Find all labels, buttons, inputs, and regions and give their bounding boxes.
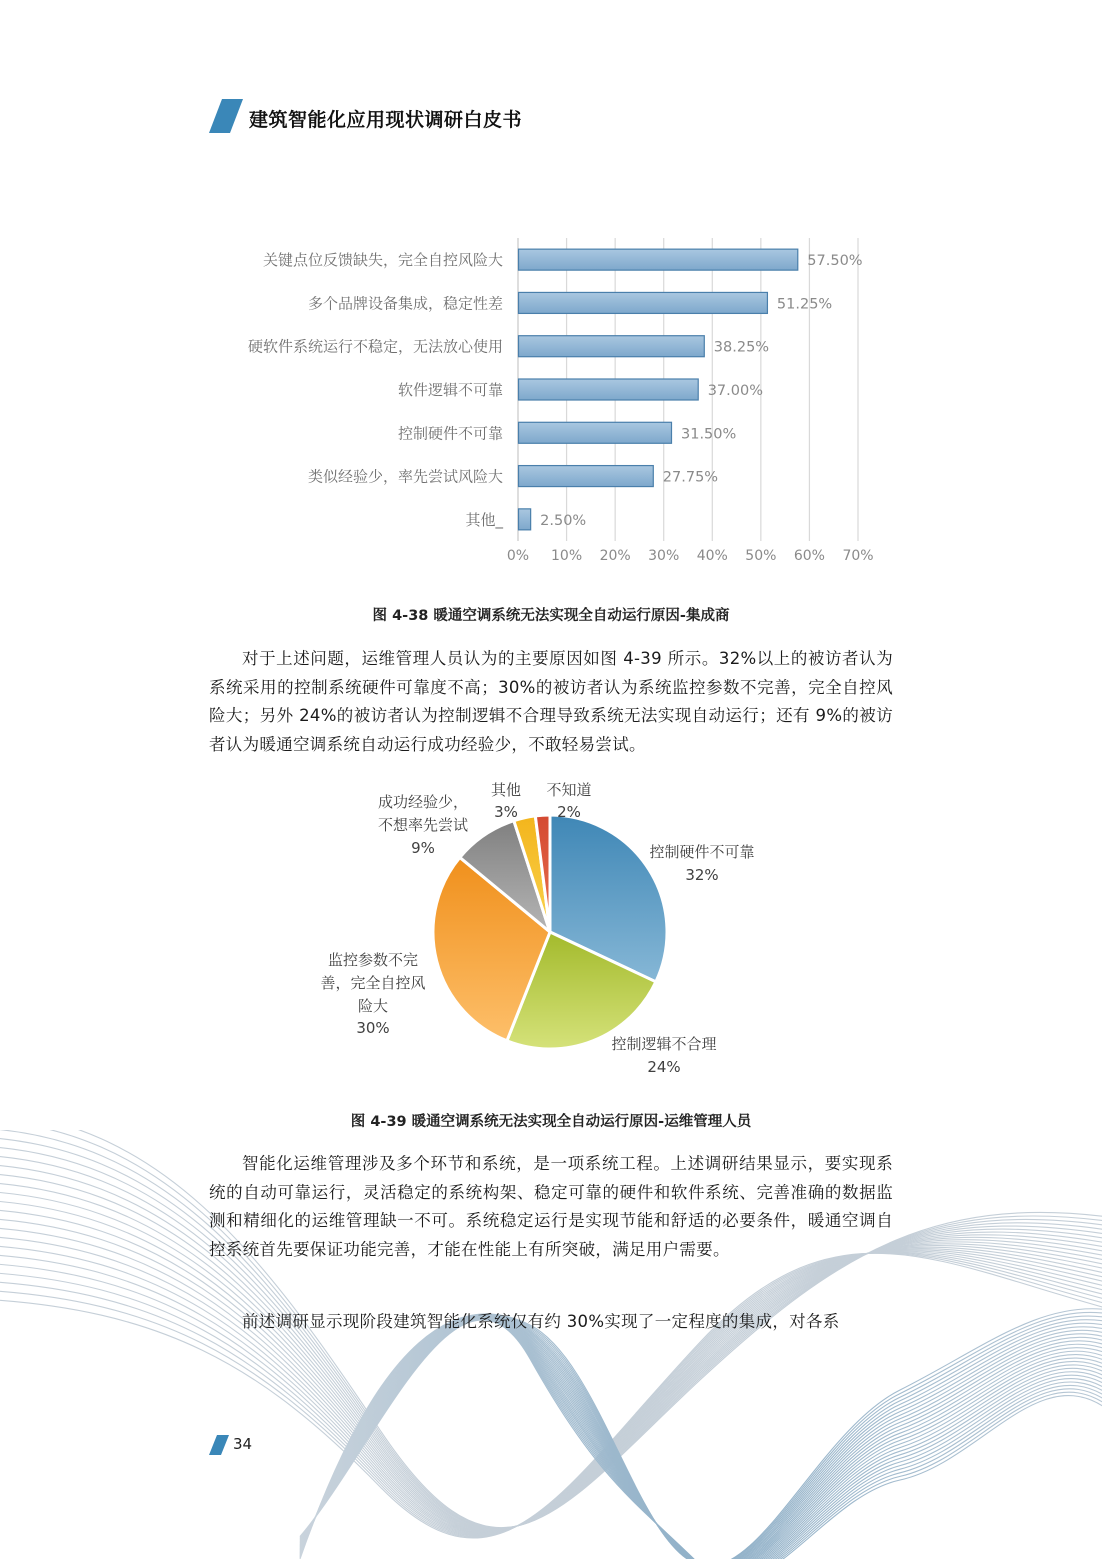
value-label: 2.50% [540,512,587,529]
x-tick-label: 10% [551,548,583,564]
x-tick-label: 30% [648,548,680,564]
svg-text:30%: 30% [356,1019,390,1037]
x-tick-label: 20% [599,548,631,564]
svg-text:不想率先尝试: 不想率先尝试 [377,816,469,834]
paragraph-1: 对于上述问题，运维管理人员认为的主要原因如图 4-39 所示。32%以上的被访者认为系统采用的控制系统硬件可靠度不高；30%的被访者认为系统监控参数不完善，完全自控风险大；另外 24%的被访者认为控制逻辑不合理导致系统无法实现自动运行；还有 9%的被访者认为暖通空调系统自动运行成功经验少，不敢轻易尝试。 [209,649,893,754]
pie-chart-fig-4-39 [0,760,1102,1100]
value-label: 27.75% [662,469,719,486]
pie-label-monitoring-params [320,951,425,1037]
bar-chart-fig-4-38 [0,0,1102,580]
paragraph-2: 智能化运维管理涉及多个环节和系统，是一项系统工程。上述调研结果显示，要实现系统的自动可靠运行，灵活稳定的系统构架、稳定可靠的硬件和软件系统、完善准确的数据监测和精细化的运维管理缺一不可。系统稳定运行是实现节能和舒适的必要条件，暖通空调自控系统首先要保证功能完善，才能在性能上有所突破，满足用户需要。 [209,1154,893,1259]
bar [519,249,798,270]
svg-text:3%: 3% [494,803,518,821]
x-tick-label: 70% [842,548,874,564]
pie-label-control-logic [611,1035,716,1076]
bar [519,292,768,313]
x-tick-label: 40% [696,548,728,564]
value-label: 51.25% [776,296,833,313]
wave-line [0,1253,1102,1538]
category-label: 其他_ [465,510,503,529]
category-label: 类似经验少，率先尝试风险大 [307,467,503,486]
value-label: 57.50% [807,253,863,270]
bar-chart-category-labels [248,251,504,530]
category-label: 硬软件系统运行不稳定，无法放心使用 [247,337,503,356]
bar [519,336,705,357]
bar [519,466,654,487]
value-label: 38.25% [713,339,770,356]
svg-text:善，完全自控风: 善，完全自控风 [320,974,426,992]
bar-chart-x-axis-ticks [507,548,874,564]
svg-text:成功经验少，: 成功经验少， [377,793,469,811]
bar [519,422,672,443]
x-tick-label: 0% [506,548,530,564]
category-label: 多个品牌设备集成，稳定性差 [307,294,503,313]
svg-text:控制硬件不可靠: 控制硬件不可靠 [649,843,755,861]
bar [519,379,699,400]
paragraph-3: 前述调研显示现阶段建筑智能化系统仅有约 30%实现了一定程度的集成，对各系 [242,1312,840,1331]
footer-accent-mark-icon [209,1435,229,1455]
svg-text:2%: 2% [557,803,581,821]
svg-text:9%: 9% [411,839,435,857]
svg-text:24%: 24% [647,1058,681,1076]
svg-text:控制逻辑不合理: 控制逻辑不合理 [611,1035,717,1053]
svg-text:不知道: 不知道 [546,781,592,799]
pie-label-little-experience [378,793,468,857]
category-label: 软件逻辑不可靠 [397,381,503,399]
x-tick-label: 50% [745,548,777,564]
page-number: 34 [233,1435,253,1453]
value-label: 37.00% [707,383,764,399]
pie-label-control-hardware [649,843,754,884]
figure-caption-4-38: 图 4-38 暖通空调系统无法实现全自动运行原因-集成商 [372,608,730,624]
svg-text:监控参数不完: 监控参数不完 [327,951,419,969]
pie-label-other [491,781,521,821]
value-label: 31.50% [681,426,737,443]
category-label: 控制硬件不可靠 [397,424,503,443]
svg-text:其他: 其他 [490,781,522,799]
figure-caption-4-39: 图 4-39 暖通空调系统无法实现全自动运行原因-运维管理人员 [350,1114,752,1130]
document-title: 建筑智能化应用现状调研白皮书 [249,109,523,131]
svg-text:32%: 32% [685,866,719,884]
svg-text:险大: 险大 [357,997,389,1015]
bar [519,509,531,530]
x-tick-label: 60% [793,548,825,564]
category-label: 关键点位反馈缺失，完全自控风险大 [262,251,503,270]
pie-chart-slices [433,815,667,1049]
